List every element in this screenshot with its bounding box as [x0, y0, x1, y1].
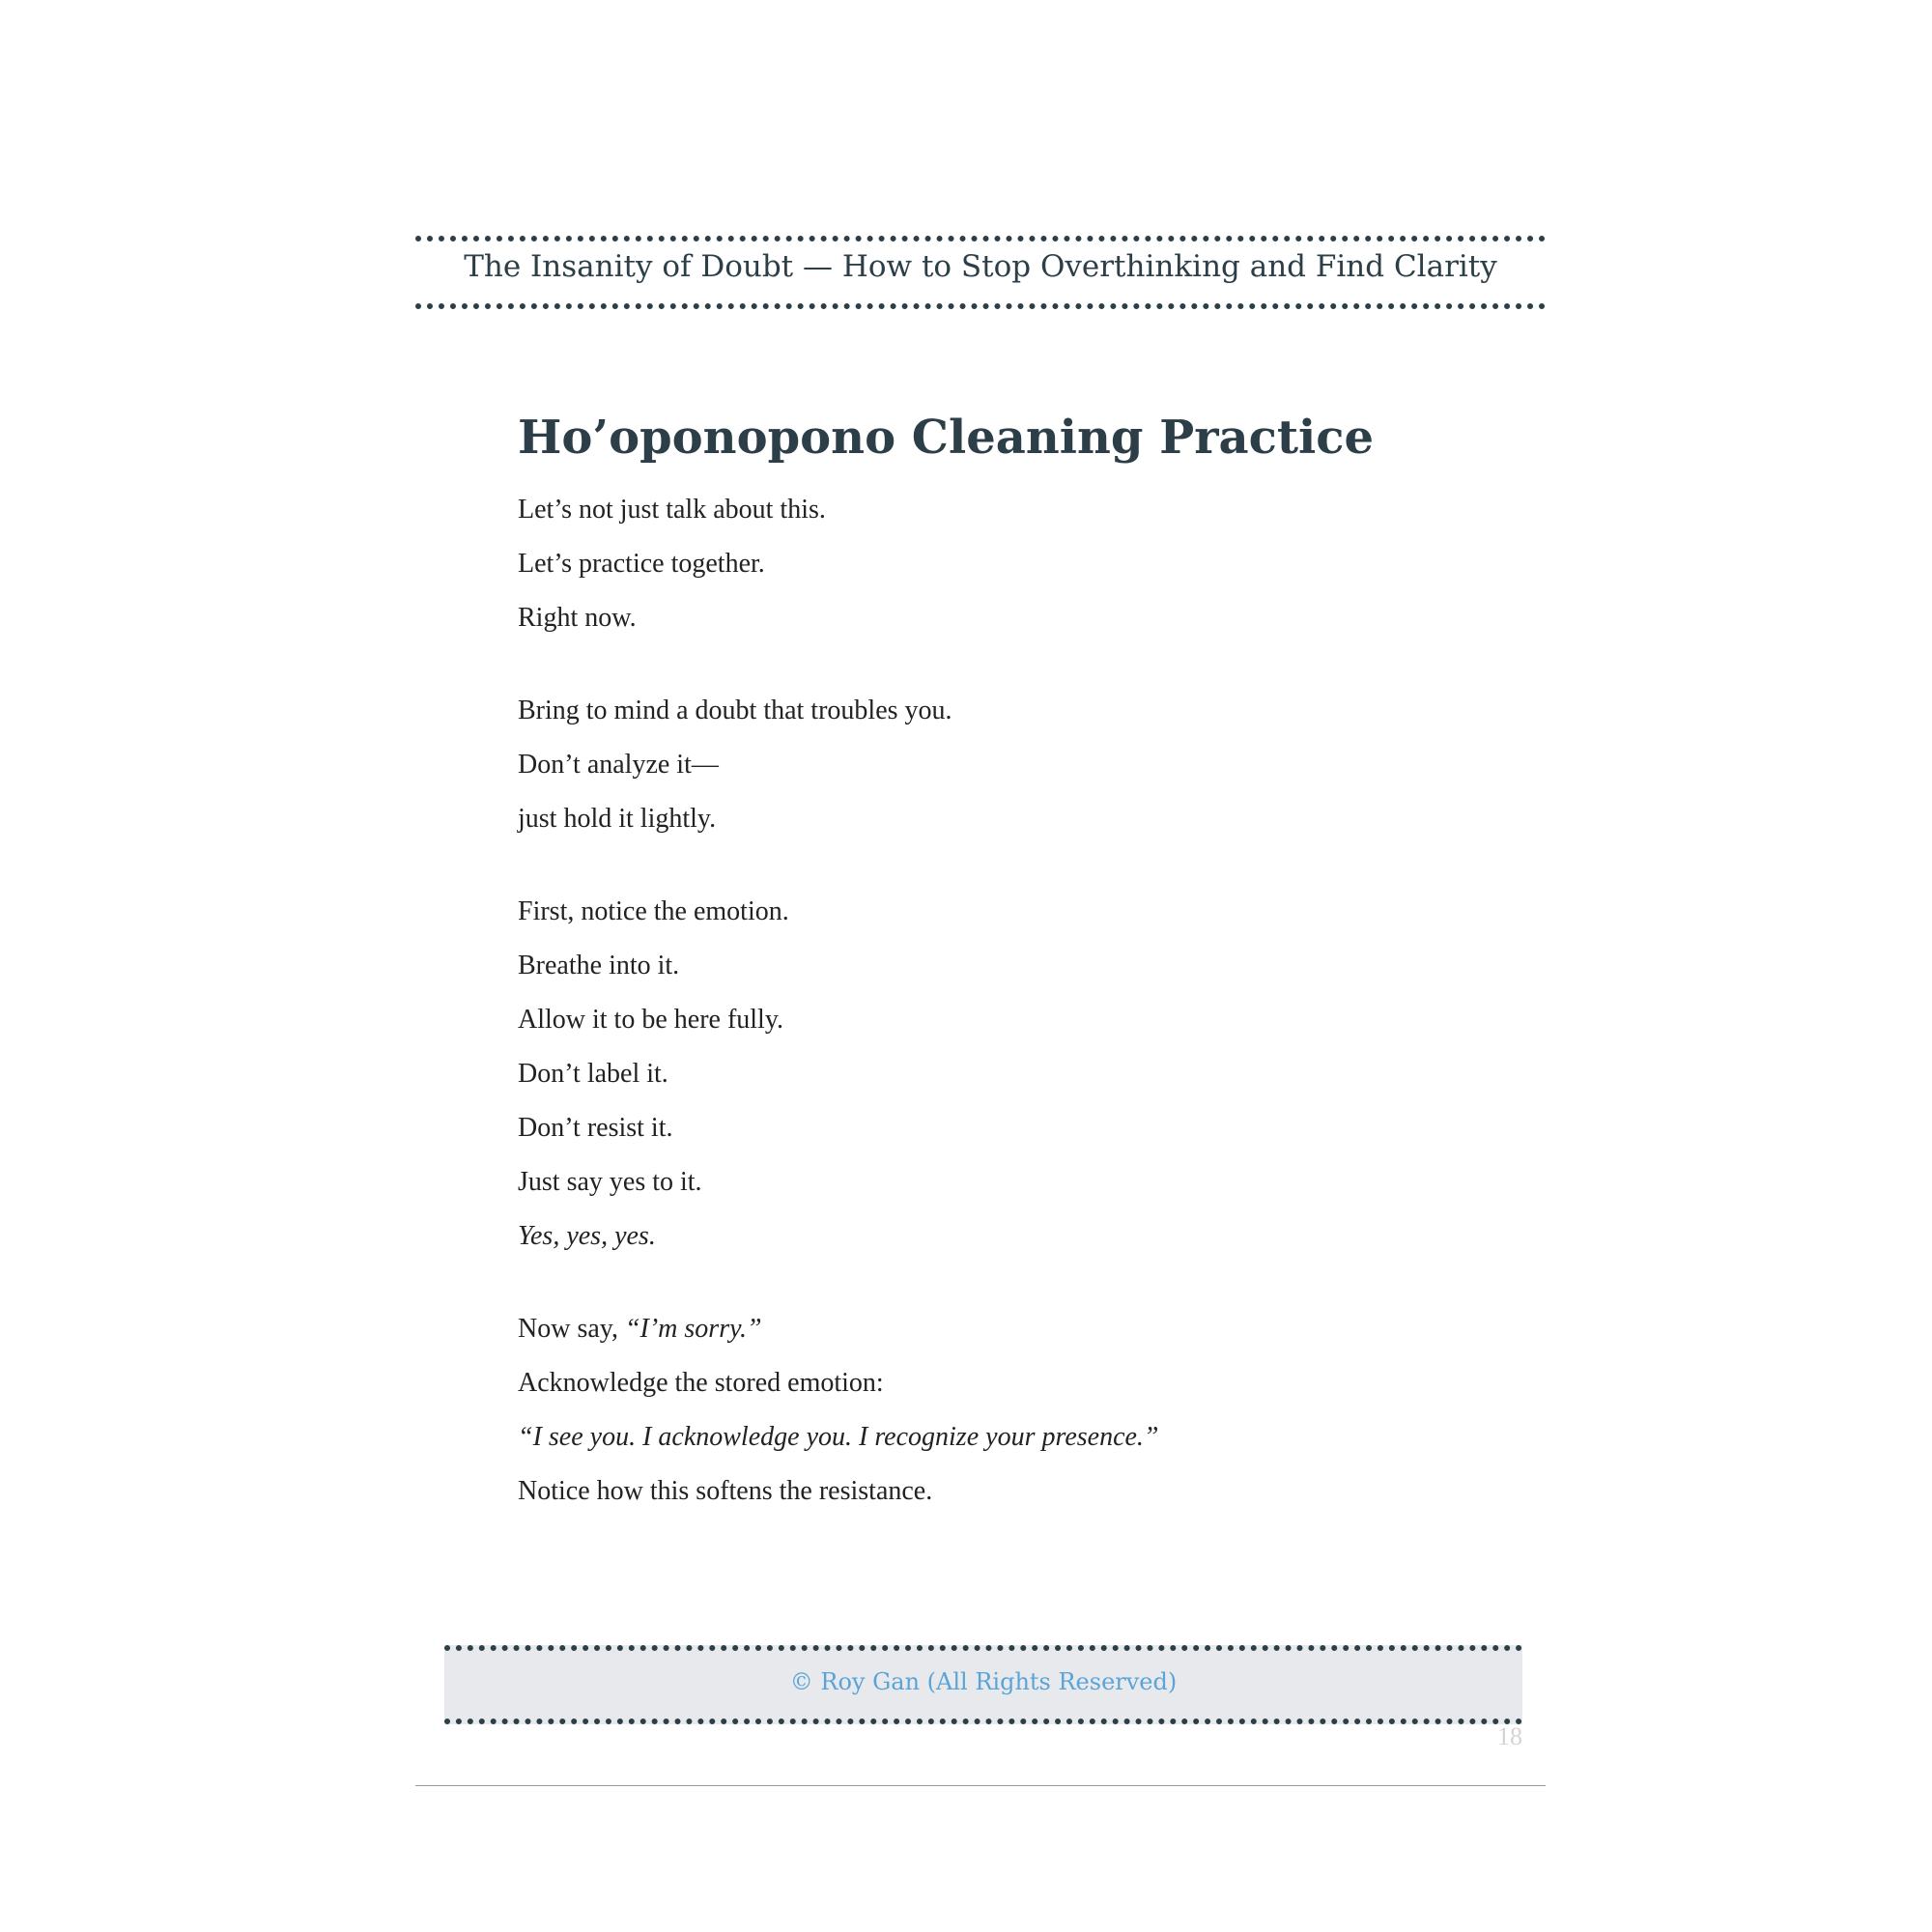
body-line: Don’t label it. [518, 1059, 668, 1089]
running-title: The Insanity of Doubt — How to Stop Overthinking and Find Clarity [464, 249, 1497, 284]
page-number: 18 [1497, 1722, 1522, 1750]
body-line-italic: “I see you. I acknowledge you. I recognize your presence.” [518, 1422, 1159, 1452]
body-line: Just say yes to it. [518, 1167, 702, 1197]
body-line: Allow it to be here fully. [518, 1005, 784, 1035]
page-bottom-rule [415, 1785, 1546, 1786]
body-line: Let’s not just talk about this. [518, 495, 826, 525]
body-line: Right now. [518, 603, 637, 633]
quote-text: “I’m sorry.” [624, 1314, 762, 1344]
copyright-notice: © Roy Gan (All Rights Reserved) [789, 1668, 1178, 1695]
body-line-mixed [518, 1314, 762, 1345]
chapter-heading: Ho’oponopono Cleaning Practice [518, 411, 1375, 465]
body-line: Notice how this softens the resistance. [518, 1476, 933, 1506]
body-line: Breathe into it. [518, 951, 680, 980]
body-line: just hold it lightly. [518, 804, 717, 834]
header-rule-bottom [415, 303, 1546, 309]
body-line: Don’t analyze it— [518, 750, 719, 780]
header-rule-top [415, 236, 1546, 242]
body-line: Bring to mind a doubt that troubles you. [518, 696, 952, 725]
body-line: Let’s practice together. [518, 549, 765, 579]
body-line: Acknowledge the stored emotion: [518, 1368, 884, 1398]
body-line-italic: Yes, yes, yes. [518, 1221, 656, 1251]
body-text: Now say, [518, 1314, 625, 1344]
body-line: First, notice the emotion. [518, 896, 789, 926]
body-line: Don’t resist it. [518, 1113, 673, 1143]
footer-box [444, 1645, 1522, 1724]
